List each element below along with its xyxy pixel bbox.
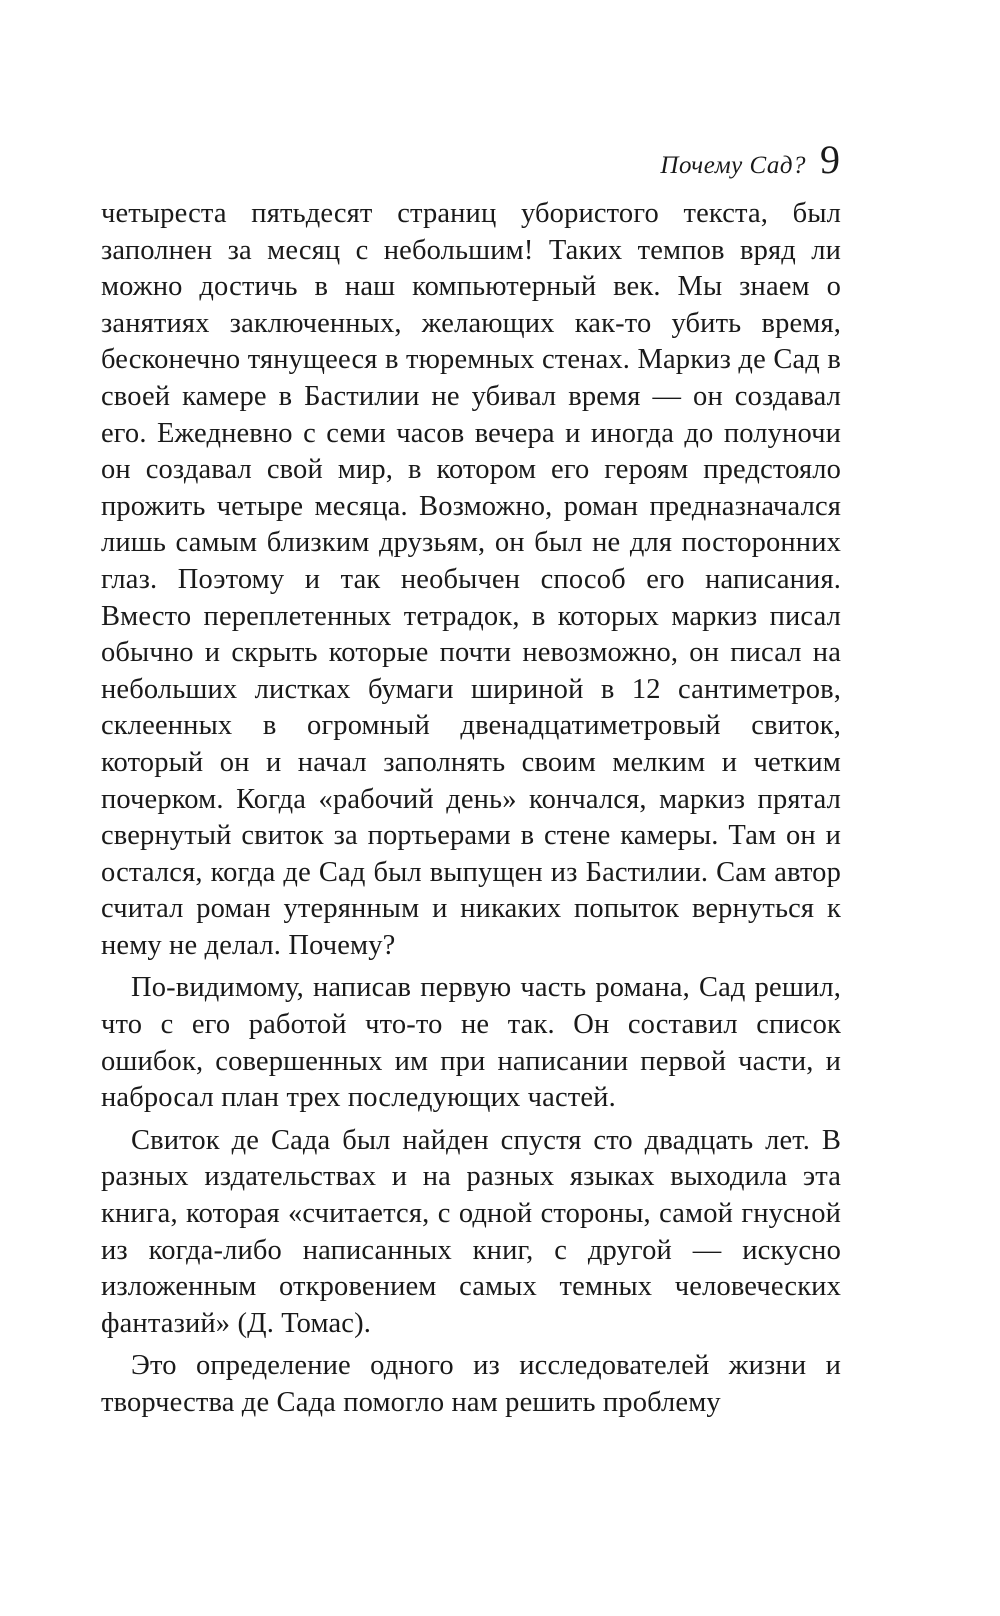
paragraph: Это определение одного из исследователей жизни и творчества де Сада помогло нам решить проблему [101,1350,841,1418]
body-text [101,196,841,1422]
paragraph: Свиток де Сада был найден спустя сто двадцать лет. В разных издательствах и на разных языках выходила эта книга, которая «считается, с одной стороны, самой гнусной из когда-либо написанных книг, с другой — искусно изложенным откровением самых темных человеческих фантазий» (Д. Томас). [101,1124,841,1339]
paragraph: По-видимому, написав первую часть романа, Сад решил, что с его работой что-то не так. Он составил список ошибок, совершенных им при написании первой части, и набросал план трех последующих частей. [101,972,841,1114]
page-number: 9 [820,137,840,182]
running-head [660,137,840,182]
paragraph-continuation: четыреста пятьдесят страниц убористого текста, был заполнен за месяц с небольшим! Таких темпов вряд ли можно достичь в наш компьютерный век. Мы знаем о занятиях заключенных, желающих как-то убить время, бесконечно тянущееся в тюремных стенах. Маркиз де Сад в своей камере в Бастилии не убивал время — он создавал его. Ежедневно с семи часов вечера и иногда до полуночи он создавал свой мир, в котором его героям предстояло прожить четыре месяца. Возможно, роман предназначался лишь самым близким друзьям, он был не для посторонних глаз. Поэтому и так необычен способ его написания. Вместо переплетенных тетрадок, в которых маркиз писал обычно и скрыть которые почти невозможно, он писал на небольших листках бумаги шириной в 12 сантиметров, склеенных в огромный двенадцатиметровый свиток, который он и начал заполнять своим мелким и четким почерком. Когда «рабочий день» кончался, маркиз прятал свернутый свиток за портьерами в стене камеры. Там он и остался, когда де Сад был выпущен из Бастилии. Сам автор считал роман утерянным и никаких попыток вернуться к нему не делал. Почему? [101,198,841,961]
running-title: Почему Сад? [660,152,806,179]
